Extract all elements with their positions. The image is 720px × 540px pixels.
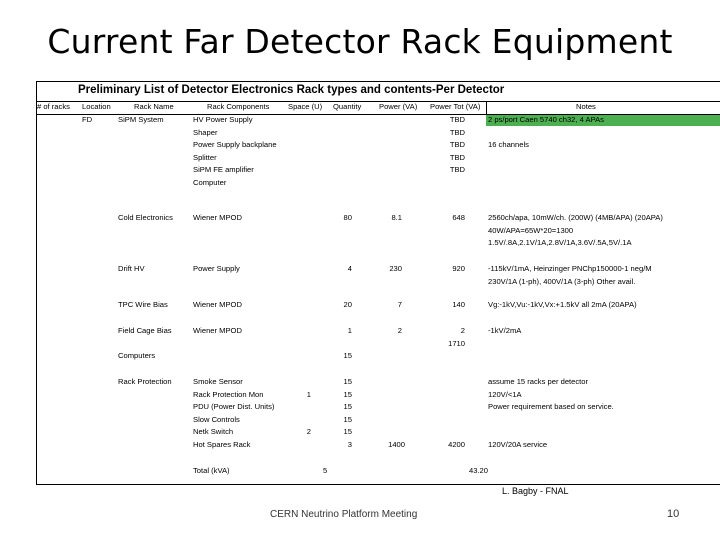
tpc-rack-name: TPC Wire Bias (118, 300, 168, 309)
rackprot-component: Slow Controls (193, 415, 240, 424)
table-subtitle: Preliminary List of Detector Electronics Rack types and contents-Per Detector (78, 84, 505, 96)
header-quantity: Quantity (333, 102, 362, 111)
drift-note: 230V/1A (1-ph), 400V/1A (3-ph) Other avail. (488, 277, 636, 286)
cold-quantity: 80 (343, 213, 352, 222)
cold-power-tot: 648 (452, 213, 465, 222)
drift-rack-name: Drift HV (118, 264, 145, 273)
author-signature: L. Bagby - FNAL (502, 486, 569, 496)
header-location: Location (82, 102, 111, 111)
rackprot-quantity: 15 (343, 377, 352, 386)
sipm-power-tot: TBD (449, 128, 465, 137)
rackprot-note: 120V/<1A (488, 390, 522, 399)
total-value: 5 (323, 466, 328, 475)
footer-text: CERN Neutrino Platform Meeting (270, 509, 418, 520)
cold-component: Wiener MPOD (193, 213, 242, 222)
sipm-component: SiPM FE amplifier (193, 165, 254, 174)
field-quantity: 1 (347, 326, 352, 335)
header-power-tot: Power Tot (VA) (430, 102, 481, 111)
sipm-power-tot: TBD (449, 153, 465, 162)
rackprot-rack-name: Rack Protection (118, 377, 172, 386)
sipm-component: Shaper (193, 128, 218, 137)
header-components: Rack Components (207, 102, 270, 111)
tpc-note: Vg:-1kV,Vu:-1kV,Vx:+1.5kV all 2mA (20APA) (488, 300, 637, 309)
sipm-note: 2 ps/port Caen 5740 ch32, 4 APAs (488, 115, 604, 124)
header-racks: # of racks (37, 102, 70, 111)
rackprot-component: Hot Spares Rack (193, 440, 251, 449)
cold-note: 2560ch/apa, 10mW/ch. (200W) (4MB/APA) (20APA) (488, 213, 663, 222)
tpc-power-tot: 140 (452, 300, 465, 309)
tpc-power: 7 (397, 300, 402, 309)
power-subtotal: 1710 (448, 339, 465, 348)
drift-note: -115kV/1mA, Heinzinger PNChp150000-1 neg/M (488, 264, 652, 273)
header-rack-name: Rack Name (134, 102, 174, 111)
drift-quantity: 4 (347, 264, 352, 273)
rackprot-power: 1400 (388, 440, 405, 449)
field-component: Wiener MPOD (193, 326, 242, 335)
drift-component: Power Supply (193, 264, 240, 273)
sipm-rack-name: SiPM System (118, 115, 164, 124)
rackprot-quantity: 15 (343, 427, 352, 436)
sipm-component: Computer (193, 178, 227, 187)
rackprot-note: Power requirement based on service. (488, 402, 614, 411)
drift-power: 230 (389, 264, 402, 273)
computers-rack-name: Computers (118, 351, 156, 360)
rackprot-component: Smoke Sensor (193, 377, 243, 386)
tpc-quantity: 20 (343, 300, 352, 309)
field-power: 2 (397, 326, 402, 335)
sipm-power-tot: TBD (449, 115, 465, 124)
rackprot-component: Rack Protection Mon (193, 390, 264, 399)
total-value-alt: 43.20 (468, 466, 488, 475)
total-label: Total (kVA) (193, 466, 230, 475)
rackprot-quantity: 3 (347, 440, 352, 449)
header-power: Power (VA) (379, 102, 418, 111)
rackprot-quantity: 15 (343, 415, 352, 424)
sipm-component: Power Supply backplane (193, 140, 277, 149)
cold-power: 8.1 (391, 213, 402, 222)
slide-title: Current Far Detector Rack Equipment (47, 22, 673, 61)
rackprot-space: 2 (306, 427, 311, 436)
rackprot-component: Netk Switch (193, 427, 234, 436)
header-space: Space (U) (288, 102, 323, 111)
cold-note: 1.5V/.8A,2.1V/1A,2.8V/1A,3.6V/.5A,5V/.1A (488, 238, 632, 247)
tpc-component: Wiener MPOD (193, 300, 242, 309)
rackprot-power-tot: 4200 (448, 440, 465, 449)
cold-note: 40W/APA=65W*20=1300 (488, 226, 574, 235)
sipm-power-tot: TBD (449, 140, 465, 149)
rackprot-component: PDU (Power Dist. Units) (193, 402, 275, 411)
cold-rack-name: Cold Electronics (118, 213, 173, 222)
sipm-power-tot: TBD (449, 165, 465, 174)
field-power-tot: 2 (460, 326, 465, 335)
rackprot-quantity: 15 (343, 402, 352, 411)
field-note: -1kV/2mA (488, 326, 522, 335)
sipm-note: 16 channels (488, 140, 529, 149)
sipm-location: FD (82, 115, 93, 124)
field-rack-name: Field Cage Bias (118, 326, 172, 335)
rackprot-note: 120V/20A service (488, 440, 548, 449)
page-number: 10 (667, 508, 680, 520)
computers-quantity: 15 (343, 351, 352, 360)
sipm-component: Splitter (193, 153, 217, 162)
header-notes: Notes (576, 102, 596, 111)
rackprot-quantity: 15 (343, 390, 352, 399)
drift-power-tot: 920 (452, 264, 465, 273)
sipm-component: HV Power Supply (193, 115, 253, 124)
rackprot-note: assume 15 racks per detector (488, 377, 589, 386)
rackprot-space: 1 (306, 390, 311, 399)
